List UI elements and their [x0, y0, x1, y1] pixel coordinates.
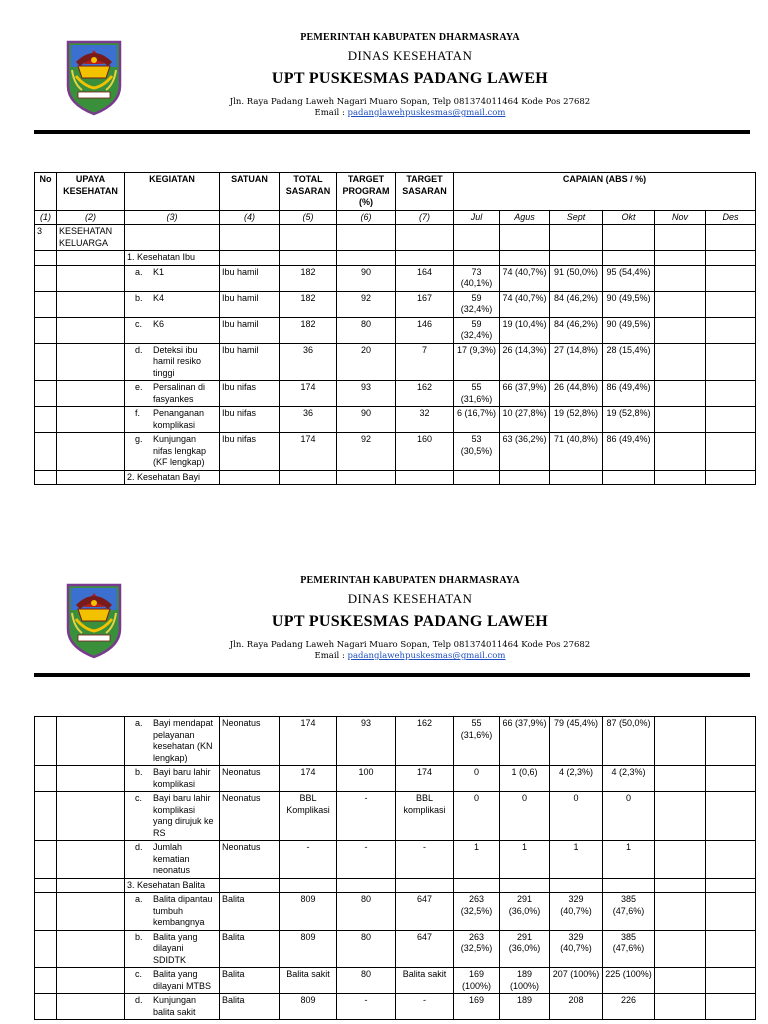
capaian-agus-cell: 189	[500, 994, 550, 1020]
capaian-jul-cell: 0	[454, 766, 500, 792]
capaian-agus-cell: 74 (40,7%)	[500, 265, 550, 291]
dharmasraya-emblem-logo	[64, 583, 124, 659]
month-okt: Okt	[603, 210, 655, 225]
capaian-sept-cell: 329 (40,7%)	[550, 893, 603, 931]
kegiatan-cell	[125, 792, 220, 841]
total-sasaran-cell: 182	[280, 317, 337, 343]
target-program-cell: -	[337, 841, 396, 879]
satuan-cell: Balita	[220, 930, 280, 968]
target-sasaran-cell: 162	[396, 381, 454, 407]
capaian-okt-cell: 90 (49,5%)	[603, 317, 655, 343]
satuan-cell: Balita	[220, 968, 280, 994]
table-header-row	[35, 173, 756, 211]
target-sasaran-cell: 164	[396, 265, 454, 291]
total-sasaran-cell: 36	[280, 407, 337, 433]
header-target-program: TARGET PROGRAM (%)	[337, 173, 396, 211]
total-sasaran-cell: 174	[280, 766, 337, 792]
capaian-jul-cell: 55 (31,6%)	[454, 381, 500, 407]
group-label: 3. Kesehatan Balita	[125, 878, 220, 893]
month-nov: Nov	[655, 210, 706, 225]
kegiatan-text: Penanganan komplikasi	[153, 408, 205, 430]
kegiatan-text: Deteksi ibu hamil resiko tinggi	[153, 344, 202, 378]
email-link[interactable]: padanglawehpuskesmas@gmail.com	[347, 108, 506, 118]
unit-name: UPT PUSKESMAS PADANG LAWEH	[271, 70, 549, 87]
total-sasaran-cell: BBL Komplikasi	[280, 792, 337, 841]
capaian-sept-cell: 71 (40,8%)	[550, 433, 603, 471]
capaian-sept-cell: 1	[550, 841, 603, 879]
kegiatan-cell	[125, 343, 220, 381]
capaian-jul-cell: 263 (32,5%)	[454, 893, 500, 931]
kegiatan-text: K1	[153, 266, 165, 277]
total-sasaran-cell: 809	[280, 930, 337, 968]
item-letter: d.	[135, 344, 143, 355]
kegiatan-text: Kunjungan balita sakit	[153, 995, 197, 1017]
target-program-cell: -	[337, 792, 396, 841]
capaian-okt-cell: 28 (15,4%)	[603, 343, 655, 381]
header-divider	[34, 130, 750, 134]
table-row	[35, 717, 756, 766]
target-program-cell: -	[337, 994, 396, 1020]
item-letter: b.	[135, 767, 143, 777]
kegiatan-text: Bayi mendapat pelayanan kesehatan (KN lengkap)	[153, 718, 214, 763]
col-num: (1)	[35, 210, 57, 225]
total-sasaran-cell: 174	[280, 717, 337, 766]
target-sasaran-cell: 7	[396, 343, 454, 381]
kegiatan-text: Bayi baru lahir komplikasi	[153, 767, 211, 789]
target-program-cell: 20	[337, 343, 396, 381]
satuan-cell: Balita	[220, 994, 280, 1020]
col-num: (6)	[337, 210, 396, 225]
table-row	[35, 893, 756, 931]
address-line: Jln. Raya Padang Laweh Nagari Muaro Sopan, Telp 081374011464 Kode Pos 27682	[229, 640, 591, 650]
col-num: (7)	[396, 210, 454, 225]
month-sept: Sept	[550, 210, 603, 225]
department-name: DINAS KESEHATAN	[347, 48, 473, 63]
header-satuan: SATUAN	[220, 173, 280, 211]
capaian-jul-cell: 55 (31,6%)	[454, 717, 500, 766]
capaian-agus-cell: 66 (37,9%)	[500, 381, 550, 407]
item-letter: a.	[135, 894, 143, 904]
target-sasaran-cell: 647	[396, 930, 454, 968]
email-label: Email :	[314, 651, 348, 661]
satuan-cell: Neonatus	[220, 792, 280, 841]
capaian-sept-cell: 207 (100%)	[550, 968, 603, 994]
satuan-cell: Neonatus	[220, 841, 280, 879]
kegiatan-text: K4	[153, 292, 165, 303]
table-row	[35, 841, 756, 879]
satuan-cell: Ibu nifas	[220, 433, 280, 471]
target-program-cell: 93	[337, 381, 396, 407]
capaian-okt-cell: 225 (100%)	[603, 968, 655, 994]
col-num: (5)	[280, 210, 337, 225]
item-letter: g.	[135, 434, 143, 444]
capaian-sept-cell: 329 (40,7%)	[550, 930, 603, 968]
group-label: 2. Kesehatan Bayi	[125, 470, 220, 485]
table-row	[35, 291, 756, 317]
col-num: (2)	[57, 210, 125, 225]
kegiatan-text: Kunjungan nifas lengkap (KF lengkap)	[153, 434, 207, 467]
capaian-agus-cell: 0	[500, 792, 550, 841]
target-sasaran-cell: BBL komplikasi	[396, 792, 454, 841]
table-row	[35, 994, 756, 1020]
target-program-cell: 80	[337, 893, 396, 931]
capaian-okt-cell: 385 (47,6%)	[603, 930, 655, 968]
satuan-cell: Ibu hamil	[220, 343, 280, 381]
target-program-cell: 92	[337, 433, 396, 471]
header-kegiatan: KEGIATAN	[125, 173, 220, 211]
capaian-okt-cell: 19 (52,8%)	[603, 407, 655, 433]
kegiatan-text: K6	[153, 318, 165, 329]
target-program-cell: 80	[337, 317, 396, 343]
target-program-cell: 92	[337, 291, 396, 317]
capaian-okt-cell: 86 (49,4%)	[603, 433, 655, 471]
col-num: (4)	[220, 210, 280, 225]
capaian-okt-cell: 95 (54,4%)	[603, 265, 655, 291]
dharmasraya-emblem-logo	[64, 40, 124, 116]
total-sasaran-cell: 809	[280, 994, 337, 1020]
total-sasaran-cell: 36	[280, 343, 337, 381]
target-sasaran-cell: 647	[396, 893, 454, 931]
satuan-cell: Ibu nifas	[220, 381, 280, 407]
email-line	[160, 108, 660, 118]
total-sasaran-cell: 174	[280, 381, 337, 407]
table-row	[35, 265, 756, 291]
email-link[interactable]: padanglawehpuskesmas@gmail.com	[347, 651, 506, 661]
capaian-jul-cell: 73 (40,1%)	[454, 265, 500, 291]
capaian-jul-cell: 53 (30,5%)	[454, 433, 500, 471]
capaian-agus-cell: 1	[500, 841, 550, 879]
capaian-jul-cell: 0	[454, 792, 500, 841]
capaian-sept-cell: 91 (50,0%)	[550, 265, 603, 291]
kegiatan-cell	[125, 317, 220, 343]
item-letter: c.	[135, 969, 143, 979]
month-jul: Jul	[454, 210, 500, 225]
table-row	[35, 407, 756, 433]
section-number: 3	[35, 225, 57, 251]
capaian-agus-cell: 74 (40,7%)	[500, 291, 550, 317]
item-letter: d.	[135, 842, 143, 852]
satuan-cell: Ibu hamil	[220, 317, 280, 343]
capaian-agus-cell: 10 (27,8%)	[500, 407, 550, 433]
header-no: No	[35, 173, 57, 211]
capaian-sept-cell: 27 (14,8%)	[550, 343, 603, 381]
section-name: KESEHATAN KELUARGA	[57, 225, 125, 251]
total-sasaran-cell: -	[280, 841, 337, 879]
capaian-agus-cell: 1 (0,6)	[500, 766, 550, 792]
target-sasaran-cell: -	[396, 841, 454, 879]
section-row	[35, 225, 756, 251]
item-letter: a.	[135, 266, 143, 277]
kegiatan-cell	[125, 433, 220, 471]
kegiatan-text: Balita dipantau tumbuh kembangnya	[153, 894, 213, 927]
capaian-sept-cell: 79 (45,4%)	[550, 717, 603, 766]
header-total-sasaran: TOTAL SASARAN	[280, 173, 337, 211]
email-line	[160, 651, 660, 661]
satuan-cell: Ibu hamil	[220, 291, 280, 317]
item-letter: c.	[135, 318, 143, 329]
satuan-cell: Neonatus	[220, 717, 280, 766]
address-line: Jln. Raya Padang Laweh Nagari Muaro Sopan, Telp 081374011464 Kode Pos 27682	[229, 97, 591, 107]
group-label: 1. Kesehatan Ibu	[125, 251, 220, 266]
unit-name: UPT PUSKESMAS PADANG LAWEH	[271, 613, 549, 630]
item-letter: c.	[135, 793, 143, 803]
capaian-agus-cell: 189 (100%)	[500, 968, 550, 994]
table-row	[35, 930, 756, 968]
email-label: Email :	[314, 108, 348, 118]
target-program-cell: 100	[337, 766, 396, 792]
kegiatan-text: Jumlah kematian neonatus	[153, 842, 191, 875]
group-row	[35, 251, 756, 266]
capaian-okt-cell: 86 (49,4%)	[603, 381, 655, 407]
target-sasaran-cell: 32	[396, 407, 454, 433]
target-sasaran-cell: Balita sakit	[396, 968, 454, 994]
satuan-cell: Balita	[220, 893, 280, 931]
total-sasaran-cell: 809	[280, 893, 337, 931]
target-program-cell: 80	[337, 930, 396, 968]
table-row	[35, 381, 756, 407]
item-letter: d.	[135, 995, 143, 1005]
target-program-cell: 90	[337, 265, 396, 291]
header-upaya: UPAYA KESEHATAN	[57, 173, 125, 211]
total-sasaran-cell: 182	[280, 291, 337, 317]
capaian-jul-cell: 59 (32,4%)	[454, 291, 500, 317]
header-capaian: CAPAIAN (ABS / %)	[454, 173, 756, 211]
total-sasaran-cell: Balita sakit	[280, 968, 337, 994]
column-number-row	[35, 210, 756, 225]
item-letter: b.	[135, 931, 143, 942]
header-divider	[34, 673, 750, 677]
capaian-sept-cell: 0	[550, 792, 603, 841]
capaian-jul-cell: 1	[454, 841, 500, 879]
header-target-sasaran: TARGET SASARAN	[396, 173, 454, 211]
satuan-cell: Neonatus	[220, 766, 280, 792]
capaian-jul-cell: 6 (16,7%)	[454, 407, 500, 433]
table-row	[35, 968, 756, 994]
capaian-agus-cell: 291 (36,0%)	[500, 893, 550, 931]
kegiatan-text: Bayi baru lahir komplikasi yang dirujuk ke RS	[153, 793, 214, 838]
satuan-cell: Ibu hamil	[220, 265, 280, 291]
month-agus: Agus	[500, 210, 550, 225]
target-sasaran-cell: 146	[396, 317, 454, 343]
group-row	[35, 470, 756, 485]
capaian-okt-cell: 87 (50,0%)	[603, 717, 655, 766]
capaian-sept-cell: 84 (46,2%)	[550, 317, 603, 343]
table-row	[35, 343, 756, 381]
group-row	[35, 878, 756, 893]
kegiatan-text: Persalinan di fasyankes	[153, 382, 206, 404]
kegiatan-cell	[125, 930, 220, 968]
table-row	[35, 433, 756, 471]
capaian-okt-cell: 90 (49,5%)	[603, 291, 655, 317]
item-letter: b.	[135, 292, 143, 303]
capaian-okt-cell: 1	[603, 841, 655, 879]
capaian-okt-cell: 4 (2,3%)	[603, 766, 655, 792]
kegiatan-text: Balita yang dilayani SDIDTK	[153, 931, 198, 965]
capaian-okt-cell: 0	[603, 792, 655, 841]
item-letter: e.	[135, 382, 143, 392]
capaian-agus-cell: 66 (37,9%)	[500, 717, 550, 766]
kegiatan-cell	[125, 407, 220, 433]
item-letter: a.	[135, 718, 143, 728]
department-name: DINAS KESEHATAN	[347, 591, 473, 606]
kegiatan-cell	[125, 291, 220, 317]
table-row	[35, 766, 756, 792]
report-table-page-2	[34, 716, 756, 1020]
kegiatan-cell	[125, 717, 220, 766]
table-row	[35, 792, 756, 841]
target-sasaran-cell: 167	[396, 291, 454, 317]
kegiatan-cell	[125, 265, 220, 291]
col-num: (3)	[125, 210, 220, 225]
month-des: Des	[706, 210, 756, 225]
total-sasaran-cell: 174	[280, 433, 337, 471]
capaian-jul-cell: 169	[454, 994, 500, 1020]
capaian-jul-cell: 263 (32,5%)	[454, 930, 500, 968]
kegiatan-cell	[125, 381, 220, 407]
capaian-jul-cell: 59 (32,4%)	[454, 317, 500, 343]
table-row	[35, 317, 756, 343]
kegiatan-cell	[125, 766, 220, 792]
government-name: PEMERINTAH KABUPATEN DHARMASRAYA	[300, 575, 520, 586]
capaian-agus-cell: 63 (36,2%)	[500, 433, 550, 471]
kegiatan-cell	[125, 968, 220, 994]
report-table-page-1	[34, 172, 756, 485]
kegiatan-cell	[125, 994, 220, 1020]
capaian-jul-cell: 169 (100%)	[454, 968, 500, 994]
target-program-cell: 93	[337, 717, 396, 766]
capaian-jul-cell: 17 (9,3%)	[454, 343, 500, 381]
kegiatan-text: Balita yang dilayani MTBS	[153, 969, 212, 991]
target-sasaran-cell: -	[396, 994, 454, 1020]
kegiatan-cell	[125, 893, 220, 931]
target-sasaran-cell: 162	[396, 717, 454, 766]
capaian-sept-cell: 84 (46,2%)	[550, 291, 603, 317]
kegiatan-cell	[125, 841, 220, 879]
capaian-agus-cell: 291 (36,0%)	[500, 930, 550, 968]
capaian-sept-cell: 26 (44,8%)	[550, 381, 603, 407]
satuan-cell: Ibu nifas	[220, 407, 280, 433]
capaian-sept-cell: 208	[550, 994, 603, 1020]
target-program-cell: 80	[337, 968, 396, 994]
government-name: PEMERINTAH KABUPATEN DHARMASRAYA	[300, 32, 520, 43]
target-program-cell: 90	[337, 407, 396, 433]
capaian-agus-cell: 26 (14,3%)	[500, 343, 550, 381]
capaian-sept-cell: 4 (2,3%)	[550, 766, 603, 792]
total-sasaran-cell: 182	[280, 265, 337, 291]
capaian-okt-cell: 385 (47,6%)	[603, 893, 655, 931]
target-sasaran-cell: 174	[396, 766, 454, 792]
capaian-agus-cell: 19 (10,4%)	[500, 317, 550, 343]
item-letter: f.	[135, 408, 141, 418]
capaian-okt-cell: 226	[603, 994, 655, 1020]
capaian-sept-cell: 19 (52,8%)	[550, 407, 603, 433]
target-sasaran-cell: 160	[396, 433, 454, 471]
